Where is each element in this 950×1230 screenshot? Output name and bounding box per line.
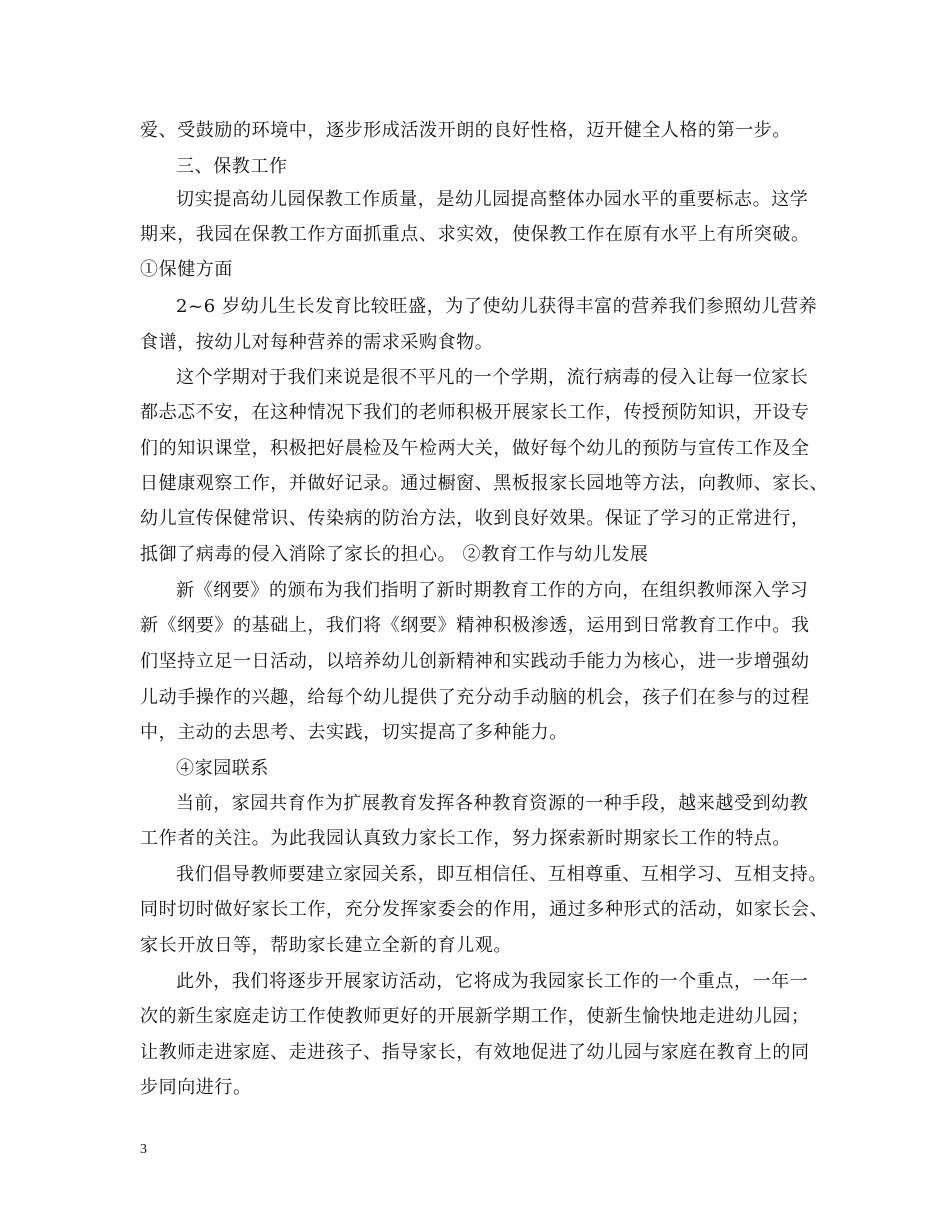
section-heading: 三、保教工作 [176, 156, 288, 177]
subsection-heading: ④家园联系 [176, 758, 269, 779]
text-line: 新《纲要》的颁布为我们指明了新时期教育工作的方向，在组织教师深入学习 [176, 580, 809, 601]
text-line: 幼儿宣传保健常识、传染病的防治方法，收到良好效果。保证了学习的正常进行， [140, 508, 810, 529]
text-line: 这个学期对于我们来说是很不平凡的一个学期，流行病毒的侵入让每一位家长 [176, 367, 809, 388]
text-line: 们的知识课堂，积极把好晨检及午检两大关，做好每个幼儿的预防与宣传工作及全 [140, 438, 810, 459]
text-line: 食谱，按幼儿对每种营养的需求采购食物。 [140, 332, 494, 353]
text-line: 爱、受鼓励的环境中，逐步形成活泼开朗的良好性格，迈开健全人格的第一步。 [140, 120, 791, 141]
text-line: 新《纲要》的基础上，我们将《纲要》精神积极渗透，运用到日常教育工作中。我 [140, 615, 810, 636]
text-line: 步同向进行。 [140, 1077, 252, 1098]
text-line: 们坚持立足一日活动，以培养幼儿创新精神和实践动手能力为核心，进一步增强幼 [140, 651, 810, 672]
text-line: 切实提高幼儿园保教工作质量，是幼儿园提高整体办园水平的重要标志。这学 [176, 189, 809, 210]
text-line: 次的新生家庭走访工作使教师更好的开展新学期工作，使新生愉快地走进幼儿园； [140, 1006, 810, 1027]
text-line: 日健康观察工作，并做好记录。通过橱窗、黑板报家长园地等方法，向教师、家长、 [140, 473, 829, 494]
text-line: 让教师走进家庭、走进孩子、指导家长，有效地促进了幼儿园与家庭在教育上的同 [140, 1042, 810, 1063]
text-line: 都忐忑不安，在这种情况下我们的老师积极开展家长工作，传授预防知识，开设专 [140, 402, 810, 423]
page-number: 3 [140, 1142, 147, 1157]
text-line: 期来，我园在保教工作方面抓重点、求实效，使保教工作在原有水平上有所突破。 [140, 224, 810, 245]
subsection-heading: ①保健方面 [140, 259, 233, 280]
text-line: 2~6 岁幼儿生长发育比较旺盛，为了使幼儿获得丰富的营养我们参照幼儿营养 [176, 296, 818, 317]
text-line: 我们倡导教师要建立家园关系，即互相信任、互相尊重、互相学习、互相支持。 [176, 864, 827, 885]
text-line: 儿动手操作的兴趣，给每个幼儿提供了充分动手动脑的机会，孩子们在参与的过程 [140, 687, 810, 708]
text-line: 当前，家园共育作为扩展教育发挥各种教育资源的一种手段，越来越受到幼教 [176, 793, 809, 814]
text-line: 此外，我们将逐步开展家访活动，它将成为我园家长工作的一个重点，一年一 [176, 971, 809, 992]
text-line: 工作者的关注。为此我园认真致力家长工作，努力探索新时期家长工作的特点。 [140, 828, 791, 849]
text-line: 中，主动的去思考、去实践，切实提高了多种能力。 [140, 722, 568, 743]
text-line: 同时切时做好家长工作，充分发挥家委会的作用，通过多种形式的活动，如家长会、 [140, 899, 829, 920]
text-line: 抵御了病毒的侵入消除了家长的担心。 ②教育工作与幼儿发展 [140, 544, 649, 565]
text-line: 家长开放日等，帮助家长建立全新的育儿观。 [140, 935, 512, 956]
